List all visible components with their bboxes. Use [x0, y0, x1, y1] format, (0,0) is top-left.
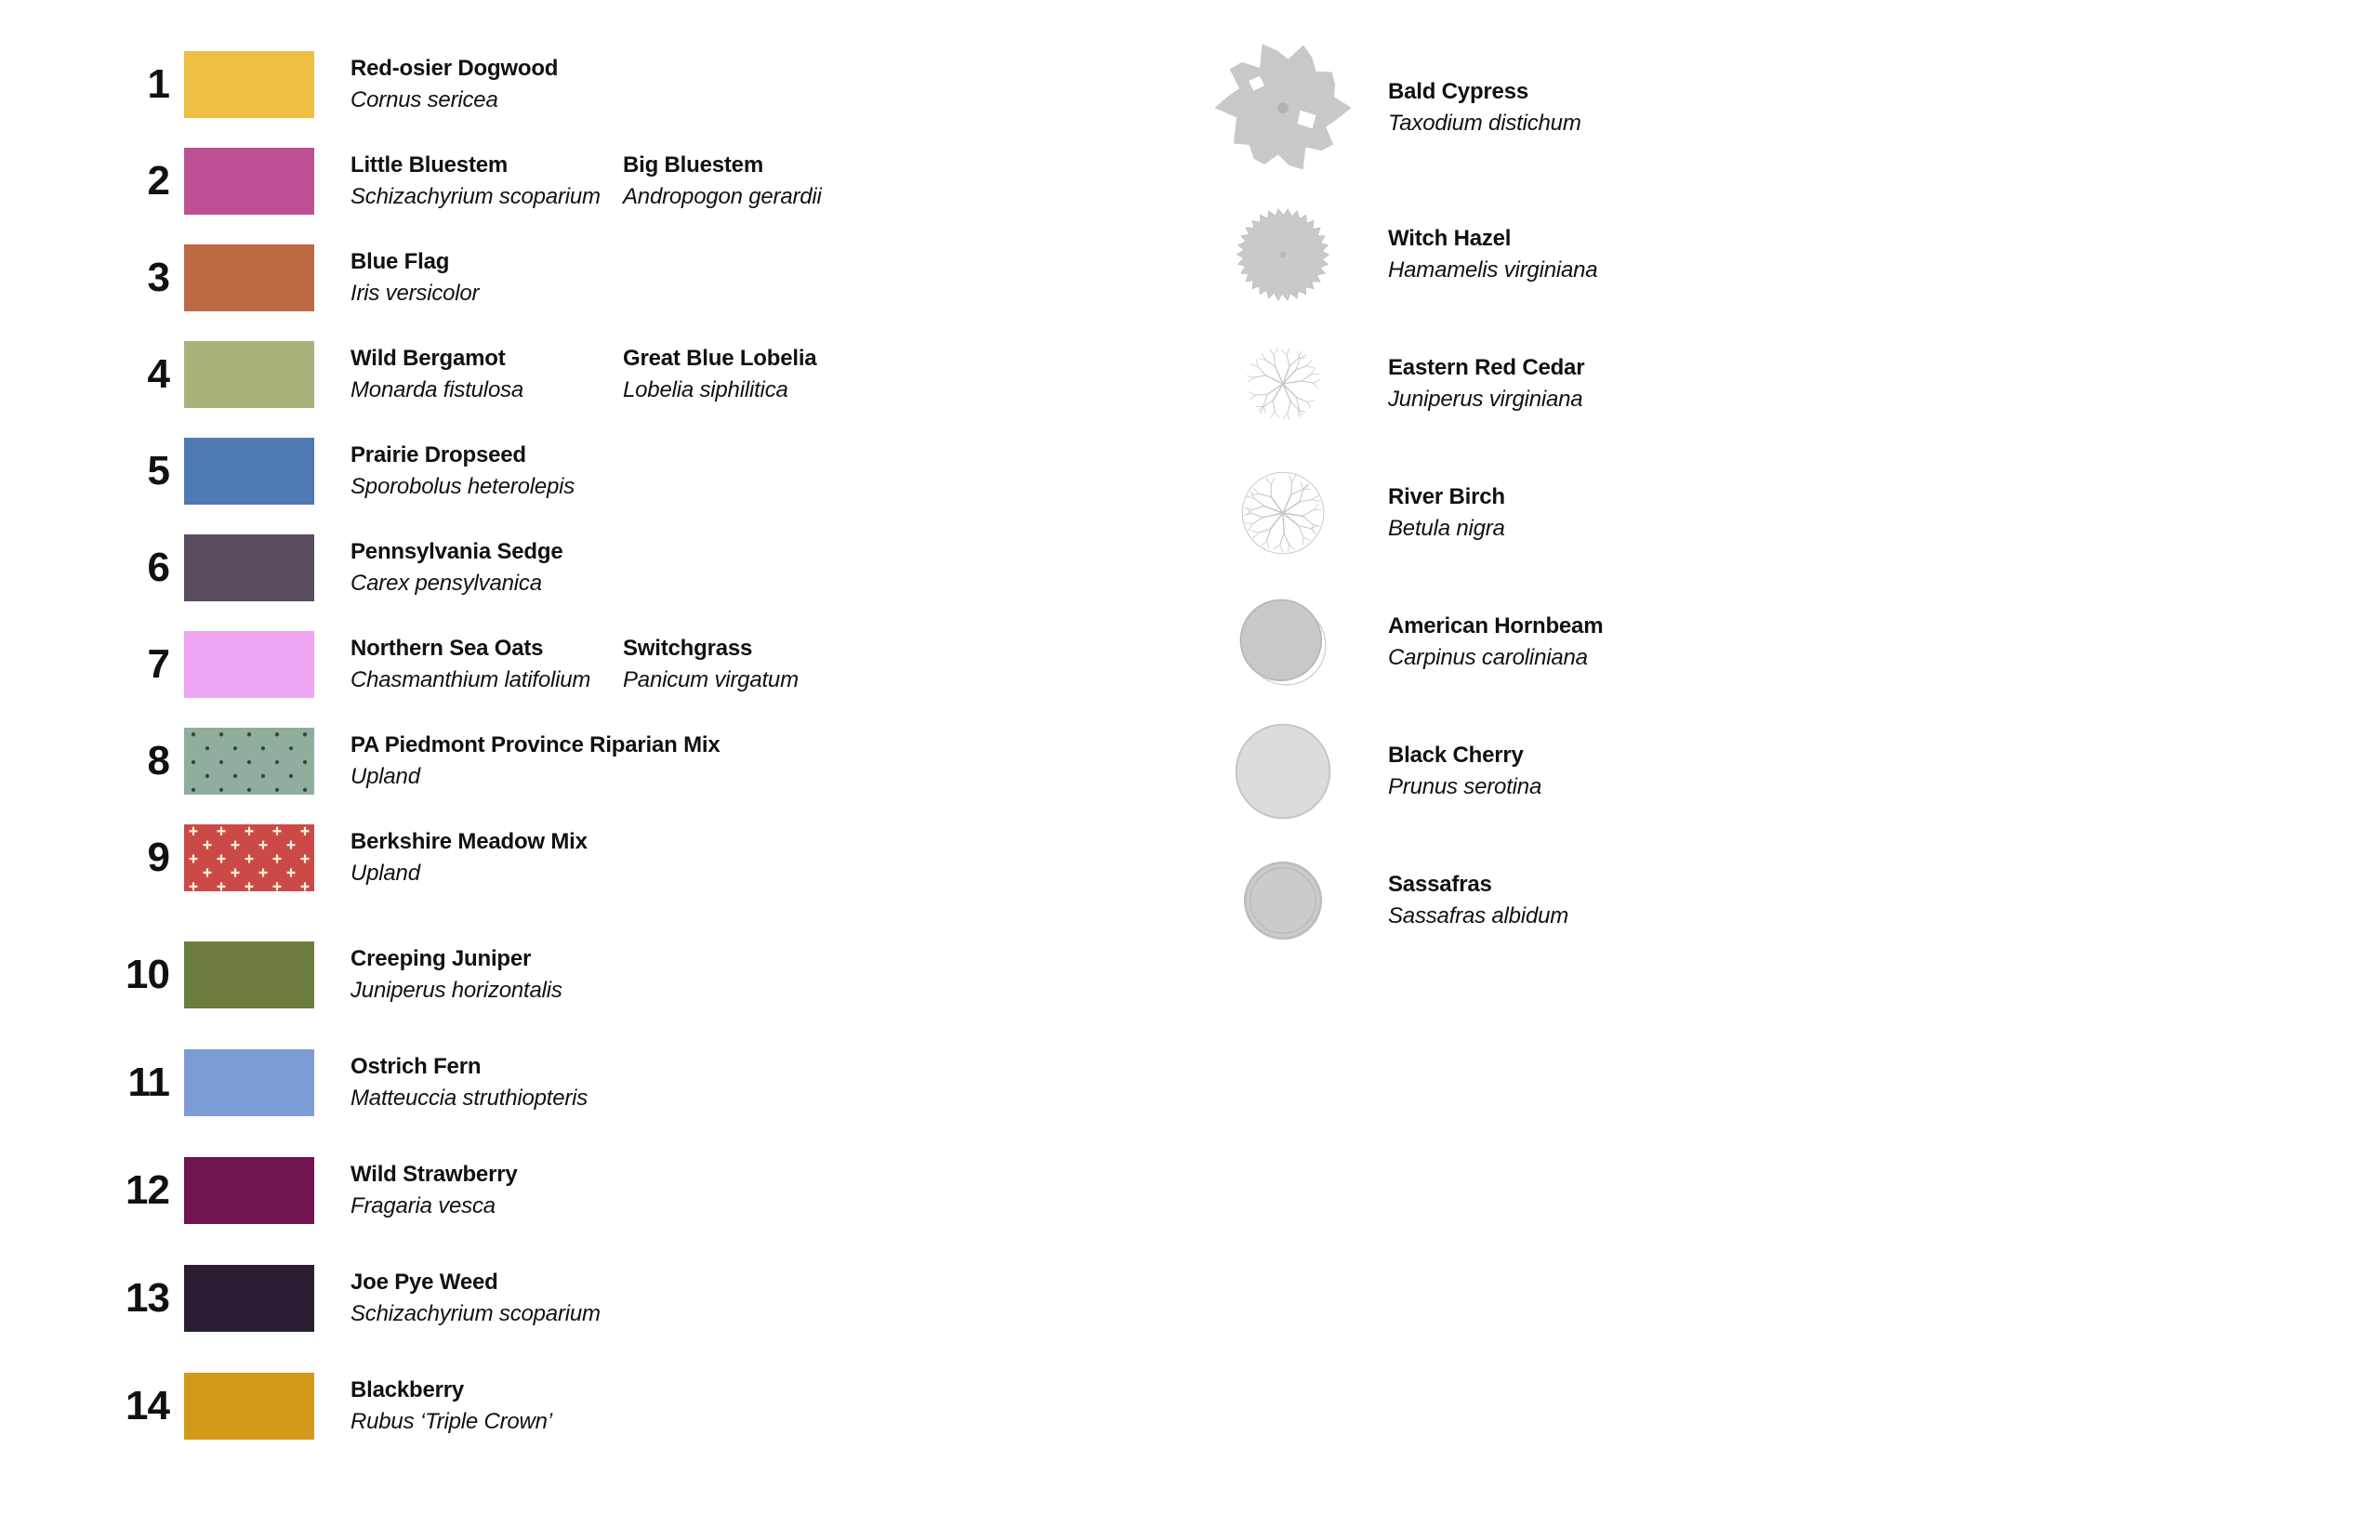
plant-number: 11 [127, 1060, 169, 1105]
plant-names [350, 631, 895, 698]
plant-name-secondary [623, 51, 895, 118]
swatch-pattern-icon [184, 341, 314, 408]
plant-name-primary [350, 438, 623, 505]
tree-common-name: Witch Hazel [1388, 225, 1512, 251]
plant-common-name: Ostrich Fern [350, 1054, 482, 1080]
tree-common-name: Black Cherry [1388, 742, 1524, 768]
plant-number: 5 [147, 448, 169, 494]
plant-name-secondary [623, 1157, 895, 1224]
tree-scientific-name: Betula nigra [1388, 515, 1505, 541]
tree-canopy-icon [1237, 338, 1329, 429]
plant-scientific-name: Upland [350, 861, 420, 886]
plant-common-name: Prairie Dropseed [350, 442, 526, 468]
plant-legend-list [91, 51, 895, 1481]
color-swatch [184, 244, 314, 311]
plant-scientific-name: Lobelia siphilitica [623, 377, 788, 402]
tree-symbol-cell [1204, 718, 1362, 824]
plant-scientific-name: Iris versicolor [350, 281, 480, 306]
plant-common-name: Northern Sea Oats [350, 636, 544, 662]
color-swatch [184, 941, 314, 1008]
plant-name-secondary [623, 148, 895, 215]
plant-common-name: Berkshire Meadow Mix [350, 829, 588, 855]
plant-names [350, 534, 895, 601]
plant-common-name: Red-osier Dogwood [350, 56, 559, 82]
tree-names [1388, 226, 1597, 283]
plant-names [350, 1049, 895, 1116]
plant-name-secondary [623, 534, 895, 601]
plant-number: 3 [147, 255, 169, 300]
plant-name-primary [350, 728, 721, 795]
swatch-pattern-icon [184, 1157, 314, 1224]
color-swatch [184, 1049, 314, 1116]
swatch-pattern-icon [184, 824, 314, 891]
tree-legend-row [1204, 190, 1603, 319]
plant-number: 14 [126, 1383, 169, 1428]
tree-symbol-cell [1204, 855, 1362, 946]
plant-name-primary [350, 1373, 623, 1440]
plant-name-primary [350, 148, 623, 215]
plant-names [350, 824, 895, 891]
tree-scientific-name: Carpinus caroliniana [1388, 644, 1588, 670]
tree-names [1388, 484, 1505, 541]
plant-legend-row [91, 1265, 895, 1332]
plant-name-secondary [623, 1049, 895, 1116]
plant-number: 6 [147, 545, 169, 590]
tree-symbol-cell [1204, 202, 1362, 308]
plant-scientific-name: Chasmanthium latifolium [350, 667, 591, 692]
tree-canopy-icon [1210, 34, 1356, 181]
swatch-pattern-icon [184, 631, 314, 698]
plant-name-primary [350, 631, 623, 698]
plant-scientific-name: Schizachyrium scoparium [350, 1301, 601, 1326]
tree-scientific-name: Sassafras albidum [1388, 902, 1569, 928]
tree-common-name: Sassafras [1388, 871, 1492, 897]
color-swatch [184, 341, 314, 408]
tree-scientific-name: Juniperus virginiana [1388, 386, 1583, 412]
tree-common-name: River Birch [1388, 483, 1505, 509]
color-swatch [184, 1373, 314, 1440]
plant-name-primary [350, 941, 623, 1008]
plant-name-secondary [623, 1373, 895, 1440]
plant-name-primary [350, 1265, 623, 1332]
tree-names [1388, 743, 1541, 799]
plant-names [350, 1157, 895, 1224]
plant-number: 7 [147, 641, 169, 687]
plant-number: 10 [126, 952, 169, 997]
tree-canopy-icon [1235, 594, 1331, 691]
plant-name-secondary [623, 244, 895, 311]
plant-names [350, 244, 895, 311]
tree-legend-row [1204, 577, 1603, 706]
plant-scientific-name: Juniperus horizontalis [350, 978, 562, 1003]
plant-common-name: PA Piedmont Province Riparian Mix [350, 732, 721, 758]
plant-legend-row [91, 148, 895, 215]
plant-scientific-name: Upland [350, 764, 420, 789]
plant-name-secondary [623, 728, 895, 795]
plant-name-secondary [623, 824, 895, 891]
color-swatch [184, 824, 314, 891]
tree-symbol-cell [1204, 594, 1362, 691]
tree-names [1388, 872, 1568, 928]
plant-number: 2 [147, 158, 169, 204]
plant-common-name: Pennsylvania Sedge [350, 539, 563, 565]
swatch-pattern-icon [184, 534, 314, 601]
tree-symbol-cell [1204, 338, 1362, 429]
swatch-pattern-icon [184, 1049, 314, 1116]
color-swatch [184, 148, 314, 215]
plant-scientific-name: Cornus sericea [350, 87, 498, 112]
plant-name-primary [350, 534, 623, 601]
plant-common-name: Big Bluestem [623, 152, 763, 178]
plant-scientific-name: Schizachyrium scoparium [350, 184, 601, 209]
plant-names [350, 728, 895, 795]
tree-canopy-icon [1237, 855, 1329, 946]
plant-name-secondary [623, 438, 895, 505]
tree-common-name: Bald Cypress [1388, 79, 1528, 105]
tree-symbol-cell [1204, 465, 1362, 561]
tree-symbol-cell [1204, 34, 1362, 181]
tree-names [1388, 79, 1581, 136]
tree-legend-row [1204, 706, 1603, 836]
plant-scientific-name: Carex pensylvanica [350, 571, 542, 596]
plant-names [350, 941, 895, 1008]
plant-names [350, 1265, 895, 1332]
plant-legend-row [91, 51, 895, 118]
swatch-pattern-icon [184, 148, 314, 215]
tree-legend-row [1204, 26, 1603, 190]
plant-name-secondary [623, 941, 895, 1008]
plant-legend-row [91, 941, 895, 1008]
tree-names [1388, 613, 1603, 670]
plant-name-secondary [623, 631, 895, 698]
swatch-pattern-icon [184, 244, 314, 311]
plant-legend-row [91, 1157, 895, 1224]
plant-names [350, 1373, 895, 1440]
plant-common-name: Little Bluestem [350, 152, 509, 178]
plant-scientific-name: Monarda fistulosa [350, 377, 524, 402]
plant-scientific-name: Rubus ‘Triple Crown’ [350, 1409, 552, 1434]
plant-number: 4 [147, 351, 169, 397]
tree-common-name: American Hornbeam [1388, 612, 1604, 638]
plant-legend-row [91, 824, 895, 891]
swatch-pattern-icon [184, 728, 314, 795]
tree-legend-row [1204, 319, 1603, 448]
tree-legend-list [1204, 26, 1603, 965]
tree-legend-row [1204, 448, 1603, 577]
plant-names [350, 148, 895, 215]
color-swatch [184, 534, 314, 601]
plant-common-name: Wild Strawberry [350, 1162, 518, 1188]
plant-name-primary [350, 1049, 623, 1116]
plant-names [350, 341, 895, 408]
plant-scientific-name: Andropogon gerardii [623, 184, 822, 209]
plant-common-name: Blue Flag [350, 249, 450, 275]
plant-common-name: Wild Bergamot [350, 346, 506, 372]
plant-legend-row [91, 244, 895, 311]
plant-name-primary [350, 1157, 623, 1224]
plant-number: 12 [126, 1167, 169, 1213]
plant-name-primary [350, 341, 623, 408]
plant-common-name: Joe Pye Weed [350, 1270, 498, 1296]
plant-common-name: Blackberry [350, 1377, 465, 1403]
plant-legend-row [91, 728, 895, 795]
swatch-pattern-icon [184, 1265, 314, 1332]
color-swatch [184, 1265, 314, 1332]
tree-canopy-icon [1230, 202, 1336, 308]
color-swatch [184, 1157, 314, 1224]
plant-legend-row [91, 341, 895, 408]
plant-scientific-name: Panicum virgatum [623, 667, 799, 692]
plant-common-name: Creeping Juniper [350, 946, 532, 972]
plant-scientific-name: Sporobolus heterolepis [350, 474, 575, 499]
color-swatch [184, 51, 314, 118]
tree-canopy-icon [1230, 718, 1336, 824]
swatch-pattern-icon [184, 1373, 314, 1440]
tree-scientific-name: Hamamelis virginiana [1388, 257, 1598, 283]
plant-number: 9 [147, 835, 169, 880]
plant-number: 1 [147, 61, 169, 107]
plant-scientific-name: Matteuccia struthiopteris [350, 1086, 588, 1111]
plant-names [350, 438, 895, 505]
plant-name-secondary [623, 341, 895, 408]
swatch-pattern-icon [184, 438, 314, 505]
tree-names [1388, 355, 1584, 412]
tree-common-name: Eastern Red Cedar [1388, 354, 1585, 380]
plant-legend-row [91, 1373, 895, 1440]
plant-name-primary [350, 244, 623, 311]
plant-legend-row [91, 631, 895, 698]
tree-canopy-icon [1235, 465, 1331, 561]
tree-scientific-name: Prunus serotina [1388, 773, 1542, 799]
plant-legend-row [91, 1049, 895, 1116]
plant-number: 8 [147, 738, 169, 783]
tree-scientific-name: Taxodium distichum [1388, 111, 1581, 136]
plant-number: 13 [126, 1275, 169, 1321]
color-swatch [184, 728, 314, 795]
plant-name-primary [350, 824, 623, 891]
plant-scientific-name: Fragaria vesca [350, 1193, 496, 1218]
plant-legend-row [91, 534, 895, 601]
swatch-pattern-icon [184, 51, 314, 118]
plant-name-secondary [623, 1265, 895, 1332]
plant-names [350, 51, 895, 118]
swatch-pattern-icon [184, 941, 314, 1008]
plant-legend-row [91, 438, 895, 505]
plant-common-name: Great Blue Lobelia [623, 346, 817, 372]
plant-common-name: Switchgrass [623, 636, 753, 662]
color-swatch [184, 438, 314, 505]
tree-legend-row [1204, 836, 1603, 965]
plant-name-primary [350, 51, 623, 118]
color-swatch [184, 631, 314, 698]
